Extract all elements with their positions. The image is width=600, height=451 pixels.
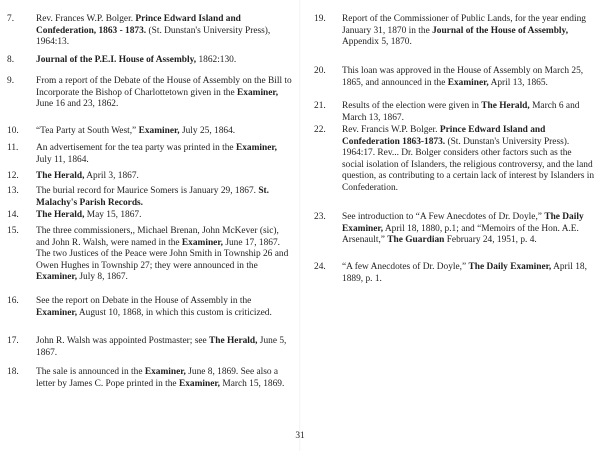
- endnote-text: [342, 14, 595, 49]
- endnote-text-run: The three commissioners,, Michael Brenan, John McKever (sic), and John R. Walsh, were named in the: [36, 226, 279, 248]
- endnote-text-run: April 3, 1867.: [84, 171, 139, 181]
- book-gutter: [299, 0, 301, 451]
- citation-title: Examiner,: [138, 126, 180, 136]
- endnote-text-run: July 25, 1864.: [179, 126, 236, 136]
- endnote-number: 19.: [314, 14, 326, 24]
- endnote-text-run: June 5, 1867.: [36, 336, 287, 358]
- endnote-text-run: August 10, 1868, in which this custom is criticized.: [77, 307, 272, 318]
- endnote-text: [36, 210, 292, 222]
- endnote-text-run: February 24, 1951, p. 4.: [444, 235, 537, 246]
- endnote-text: [36, 55, 292, 67]
- endnote-text-run: Report of the Commissioner of Public Lands, for the year ending January 31, 1870 in the: [342, 14, 586, 36]
- endnote-text-run: “Tea Party at South West,”: [36, 126, 139, 136]
- endnote-number: 7.: [7, 14, 15, 24]
- endnote-text-run: March 15, 1869.: [220, 378, 285, 389]
- endnote-text-run: June 16 and 23, 1862.: [36, 99, 119, 110]
- citation-title: The Herald,: [36, 210, 85, 220]
- endnote-text-run: The burial record for Maurice Somers is January 29, 1867.: [36, 186, 259, 196]
- endnote-text-run: April 18, 1880, p.1; and “Memoirs of the Hon. A.E. Arsenault,”: [342, 223, 579, 246]
- citation-title: The Daily Examiner,: [468, 262, 552, 272]
- endnote-text-run: May 15, 1867.: [84, 210, 142, 220]
- endnote-text-run: Rev. Frances W.P. Bolger.: [36, 14, 136, 24]
- citation-title: Prince Edward Island and Confederation, 1863 - 1873.: [36, 14, 241, 36]
- endnote-text: [36, 14, 292, 49]
- citation-title: Examiner,: [144, 367, 186, 377]
- endnote-text-run: 1862:130.: [196, 55, 237, 65]
- endnote-text-run: June 8, 1869. See also a letter by James C. Pope printed in the: [36, 367, 279, 389]
- endnote-number: 9.: [7, 76, 15, 86]
- endnote-text: [36, 336, 292, 359]
- endnote-text: [36, 226, 292, 284]
- endnote-text: [342, 125, 595, 195]
- endnote-number: 18.: [7, 367, 19, 377]
- endnote-number: 21.: [314, 101, 326, 111]
- citation-title: The Daily Examiner,: [342, 212, 584, 234]
- citation-title: Prince Edward Island and Confederation 1863-1873.: [342, 125, 546, 147]
- endnote-number: 17.: [7, 336, 19, 346]
- citation-title: The Guardian: [387, 235, 445, 246]
- endnote-text-run: See introduction to “A Few Anecdotes of Dr. Doyle,”: [342, 212, 545, 222]
- citation-title: Examiner,: [178, 378, 221, 389]
- endnote-number: 20.: [314, 66, 326, 76]
- endnote-number: 15.: [7, 226, 19, 236]
- endnote-text: [342, 66, 595, 89]
- endnote-text-run: The sale is announced in the: [36, 367, 145, 377]
- citation-title: Examiner,: [36, 272, 78, 283]
- endnote-text: [342, 262, 595, 285]
- endnote-text: [36, 76, 292, 111]
- endnote-text: [36, 367, 292, 390]
- citation-title: Examiner,: [237, 87, 279, 98]
- endnote-number: 8.: [7, 55, 15, 65]
- citation-title: Examiner,: [36, 307, 78, 318]
- endnote-text: [342, 101, 595, 124]
- endnote-text-run: This loan was approved in the House of Assembly on March 25, 1865, and announced in the: [342, 66, 584, 88]
- endnote-text-run: John R. Walsh was appointed Postmaster; see: [36, 336, 210, 346]
- page-number: 31: [295, 431, 305, 441]
- endnote-text-run: From a report of the Debate of the House of Assembly on the Bill to Incorporate the Bishop of Charlottetown given in the: [36, 76, 292, 98]
- citation-title: Examiner,: [235, 143, 277, 153]
- endnote-text: [342, 212, 595, 247]
- endnote-text-run: March 6 and March 13, 1867.: [342, 101, 580, 123]
- endnote-text: [36, 296, 292, 319]
- endnote-number: 24.: [314, 262, 326, 272]
- citation-title: Journal of the P.E.I. House of Assembly,: [36, 55, 197, 65]
- endnote-text: [36, 126, 292, 138]
- endnote-number: 23.: [314, 212, 326, 222]
- endnote-number: 14.: [7, 210, 19, 220]
- endnote-text: [36, 143, 292, 166]
- citation-title: Journal of the House of Assembly,: [432, 25, 569, 36]
- endnote-text-run: Rev. Francis W.P. Bolger.: [342, 125, 440, 135]
- citation-title: The Herald,: [481, 101, 530, 111]
- endnote-text-run: June 17, 1867. The two Justices of the Peace were John Smith in Township 26 and Owen Hughes in Township 27; they were announced in the: [36, 237, 289, 271]
- endnote-text-run: Appendix 5, 1870.: [342, 37, 412, 48]
- endnote-text-run: “A few Anecdotes of Dr. Doyle,”: [342, 262, 469, 272]
- citation-title: Examiner,: [447, 77, 489, 88]
- endnote-number: 13.: [7, 186, 19, 196]
- endnote-text: [36, 171, 292, 183]
- endnote-number: 16.: [7, 296, 19, 306]
- endnote-text-run: Results of the election were given in: [342, 101, 482, 111]
- endnote-number: 11.: [7, 143, 19, 153]
- citation-title: St. Malachy's Parish Records.: [36, 186, 270, 208]
- citation-title: The Herald,: [209, 336, 258, 346]
- endnote-text-run: April 13, 1865.: [488, 77, 548, 88]
- endnote-number: 10.: [7, 126, 19, 136]
- endnote-number: 22.: [314, 125, 326, 135]
- endnote-text-run: April 18, 1889, p. 1.: [342, 262, 587, 284]
- endnote-text-run: July 8, 1867.: [77, 272, 128, 283]
- endnote-text-run: See the report on Debate in the House of Assembly in the: [36, 296, 252, 306]
- endnote-number: 12.: [7, 171, 19, 181]
- endnote-text-run: July 11, 1864.: [36, 154, 89, 165]
- endnote-text-run: An advertisement for the tea party was printed in the: [36, 143, 236, 153]
- endnote-text: [36, 186, 292, 209]
- citation-title: Examiner,: [181, 237, 223, 248]
- citation-title: The Herald,: [36, 171, 85, 181]
- endnote-text-run: (St. Dunstan's University Press), 1964:13.: [36, 25, 271, 48]
- endnote-text-run: (St. Dunstan's University Press). 1964:17. Rev... Dr. Bolger considers other factors such as the social isolation of Islanders, the religious controversy, and the land question, as contributing to a certain lack of interest by Islanders in Confederation.: [342, 136, 595, 193]
